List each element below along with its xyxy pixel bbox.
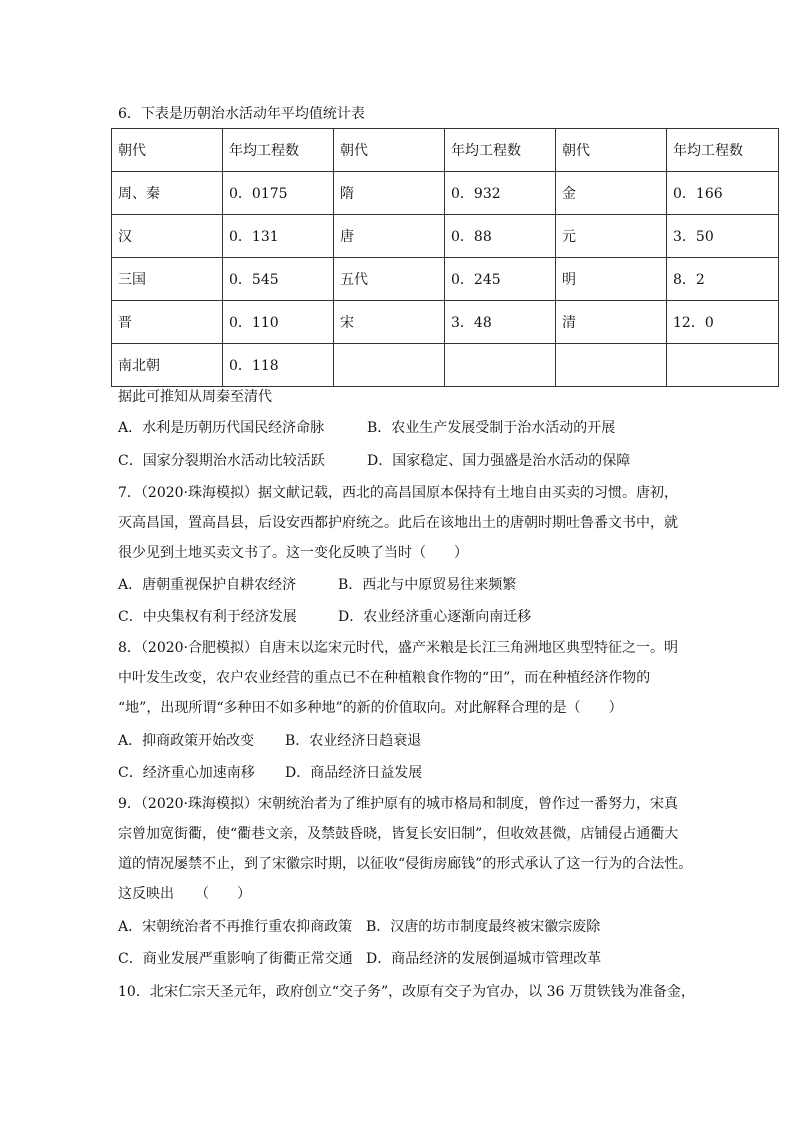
table-cell: 三国 — [112, 258, 223, 301]
q7-option-c[interactable]: C．中央集权有利于经济发展 — [118, 609, 297, 625]
table-cell: 唐 — [334, 215, 445, 258]
table-cell: 0．932 — [445, 172, 556, 215]
table-cell: 0．0175 — [223, 172, 334, 215]
table-cell: 0．131 — [223, 215, 334, 258]
table-header-cell: 朝代 — [334, 129, 445, 172]
table-header-cell: 年均工程数 — [223, 129, 334, 172]
q6-infer: 据此可推知从周秦至清代 — [118, 389, 272, 405]
q6-option-a[interactable]: A．水利是历朝历代国民经济命脉 — [118, 420, 325, 436]
table-header-cell: 年均工程数 — [445, 129, 556, 172]
q8-stem-line1: 8．（2020·合肥模拟）自唐末以迄宋元时代，盛产米粮是长江三角洲地区典型特征之一。明 — [118, 640, 678, 656]
q7-stem-line3: 很少见到土地买卖文书了。这一变化反映了当时（ ） — [118, 545, 468, 561]
table-cell — [556, 344, 667, 387]
table-cell: 0．118 — [223, 344, 334, 387]
q9-stem-line4: 这反映出 （ ） — [118, 886, 251, 902]
table-row — [112, 301, 779, 344]
table-cell: 汉 — [112, 215, 223, 258]
table-cell: 3．50 — [667, 215, 779, 258]
table-header-cell: 年均工程数 — [667, 129, 779, 172]
table-cell: 金 — [556, 172, 667, 215]
table-header-cell: 朝代 — [556, 129, 667, 172]
table-cell: 隋 — [334, 172, 445, 215]
flood-control-table — [111, 128, 779, 387]
q8-option-d[interactable]: D．商品经济日益发展 — [285, 765, 423, 781]
table-row — [112, 215, 779, 258]
q6-stem: 6．下表是历朝治水活动年平均值统计表 — [118, 106, 365, 122]
q9-option-a[interactable]: A．宋朝统治者不再推行重农抑商政策 — [118, 919, 353, 935]
q9-stem-line2: 宗曾加宽街衢，使“衢巷文亲，及禁鼓昏晓，皆复长安旧制”，但收效甚微，店铺侵占通衢大 — [118, 826, 679, 842]
q7-stem-line1: 7．（2020·珠海模拟）据文献记载，西北的高昌国原本保持有土地自由买卖的习惯。唐初， — [118, 485, 678, 501]
q8-stem-line2: 中叶发生改变，农户农业经营的重点已不在种植粮食作物的“田”，而在种植经济作物的 — [118, 670, 651, 686]
table-cell: 元 — [556, 215, 667, 258]
q6-option-b[interactable]: B．农业生产发展受制于治水活动的开展 — [367, 420, 616, 436]
q9-option-d[interactable]: D．商品经济的发展倒逼城市管理改革 — [366, 951, 602, 967]
table-cell — [445, 344, 556, 387]
q6-option-d[interactable]: D．国家稳定、国力强盛是治水活动的保障 — [367, 453, 631, 469]
q8-stem-line3: “地”，出现所谓“多种田不如多种地”的新的价值取向。对此解释合理的是（ ） — [118, 700, 623, 716]
table-header-row — [112, 129, 779, 172]
table-body — [112, 129, 779, 387]
q7-option-d[interactable]: D．农业经济重心逐渐向南迁移 — [338, 609, 532, 625]
table-cell: 0．110 — [223, 301, 334, 344]
table-cell: 晋 — [112, 301, 223, 344]
q7-option-a[interactable]: A．唐朝重视保护自耕农经济 — [118, 577, 297, 593]
table-cell: 宋 — [334, 301, 445, 344]
q6-option-c[interactable]: C．国家分裂期治水活动比较活跃 — [118, 453, 325, 469]
table-cell — [667, 344, 779, 387]
table-cell: 周、秦 — [112, 172, 223, 215]
table-cell: 12．0 — [667, 301, 779, 344]
q9-stem-line1: 9．（2020·珠海模拟）宋朝统治者为了维护原有的城市格局和制度，曾作过一番努力，宋真 — [118, 796, 678, 812]
table-cell: 8．2 — [667, 258, 779, 301]
q8-option-b[interactable]: B．农业经济日趋衰退 — [285, 733, 422, 749]
table-cell: 南北朝 — [112, 344, 223, 387]
table-cell: 0．166 — [667, 172, 779, 215]
q9-option-c[interactable]: C．商业发展严重影响了街衢正常交通 — [118, 951, 353, 967]
q8-option-c[interactable]: C．经济重心加速南移 — [118, 765, 255, 781]
q9-option-b[interactable]: B．汉唐的坊市制度最终被宋徽宗废除 — [366, 919, 601, 935]
q9-stem-line3: 道的情况屡禁不止，到了宋徽宗时期，以征收“侵街房廊钱”的形式承认了这一行为的合法性。 — [118, 856, 693, 872]
table-row — [112, 258, 779, 301]
q10-stem-line1: 10．北宋仁宗天圣元年，政府创立“交子务”，改原有交子为官办，以 36 万贯铁钱为准备金， — [118, 984, 695, 1000]
table-cell — [334, 344, 445, 387]
table-header-cell: 朝代 — [112, 129, 223, 172]
q8-option-a[interactable]: A．抑商政策开始改变 — [118, 733, 255, 749]
table-cell: 五代 — [334, 258, 445, 301]
table-cell: 明 — [556, 258, 667, 301]
table-cell: 3．48 — [445, 301, 556, 344]
table-cell: 0．545 — [223, 258, 334, 301]
q7-stem-line2: 灭高昌国，置高昌县，后设安西都护府统之。此后在该地出土的唐朝时期吐鲁番文书中，就 — [118, 515, 678, 531]
table-cell: 清 — [556, 301, 667, 344]
table-cell: 0．88 — [445, 215, 556, 258]
q7-option-b[interactable]: B．西北与中原贸易往来频繁 — [338, 577, 517, 593]
table-cell: 0．245 — [445, 258, 556, 301]
table-row — [112, 344, 779, 387]
table-row — [112, 172, 779, 215]
